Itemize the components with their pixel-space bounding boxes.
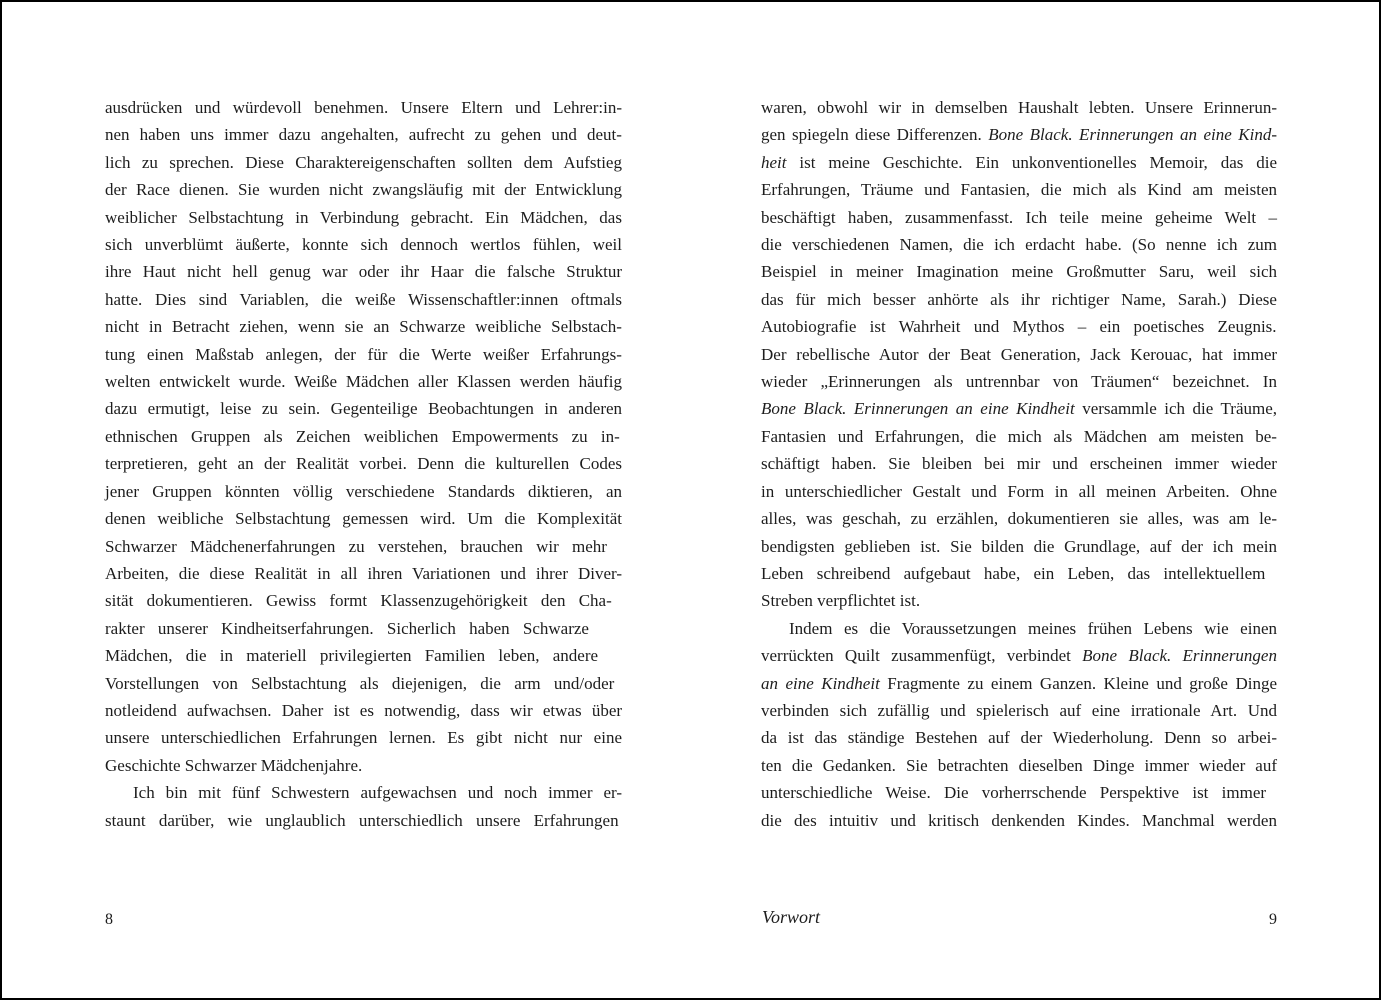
text-line: dazu ermutigt, leise zu sein. Gegenteilige Beobachtungen in anderen	[105, 399, 623, 419]
text-line: welten entwickelt wurde. Weiße Mädchen aller Klassen werden häufig	[105, 372, 622, 392]
text-line: Ich bin mit fünf Schwestern aufgewachsen und noch immer er-	[133, 783, 622, 803]
text-line: tung einen Maßstab anlegen, der für die Werte weißer Erfahrungs-	[105, 344, 622, 364]
page-number-left: 8	[105, 911, 113, 928]
text-line: Der rebellische Autor der Beat Generation, Jack Kerouac, hat immer	[761, 344, 1278, 364]
text-line: Schwarzer Mädchenerfahrungen zu verstehen, brauchen wir mehr	[105, 536, 607, 556]
page-number-right: 9	[1269, 911, 1277, 928]
text-line: Leben schreibend aufgebaut habe, ein Leben, das intellektuellem	[761, 563, 1266, 583]
text-line: Erfahrungen, Träume und Fantasien, die mich als Kind am meisten	[761, 180, 1277, 200]
text-line: jener Gruppen könnten völlig verschiedene Standards diktieren, an	[105, 481, 622, 501]
text-line: nicht in Betracht ziehen, wenn sie an Schwarze weibliche Selbstach-	[105, 317, 622, 337]
text-line: ausdrücken und würdevoll benehmen. Unsere Eltern und Lehrer:in-	[105, 98, 622, 117]
text-line: heit ist meine Geschichte. Ein unkonventionelles Memoir, das die	[761, 152, 1278, 172]
text-line: schäftigt haben. Sie bleiben bei mir und erscheinen immer wieder	[761, 454, 1277, 474]
text-line: Fantasien und Erfahrungen, die mich als Mädchen am meisten be-	[761, 426, 1277, 446]
text-line: die verschiedenen Namen, die ich erdacht habe. (So nenne ich zum	[761, 235, 1277, 255]
text-line: die des intuitiv und kritisch denkenden Kindes. Manchmal werden	[761, 810, 1277, 830]
text-line: sität dokumentieren. Gewiss formt Klassenzugehörigkeit den Cha-	[105, 591, 612, 611]
text-line: Autobiografie ist Wahrheit und Mythos – ein poetisches Zeugnis.	[761, 317, 1277, 337]
text-line: Bone Black. Erinnerungen an eine Kindheit versammle ich die Träume,	[761, 399, 1278, 419]
text-line: Geschichte Schwarzer Mädchenjahre.	[105, 755, 363, 775]
text-line: alles, was geschah, zu erzählen, dokumentieren sie alles, was am le-	[761, 509, 1277, 529]
text-line: in unterschiedlicher Gestalt und Form in all meinen Arbeiten. Ohne	[761, 481, 1278, 501]
text-line: das für mich besser anhörte als ihr richtiger Name, Sarah.) Diese	[761, 289, 1277, 309]
text-line: ihre Haut nicht hell genug war oder ihr Haar die falsche Struktur	[105, 262, 623, 282]
text-line: lich zu sprechen. Diese Charaktereigenschaften sollten dem Aufstieg	[105, 152, 622, 172]
text-line: an eine Kindheit Fragmente zu einem Ganzen. Kleine und große Dinge	[761, 673, 1277, 693]
text-line: denen weibliche Selbstachtung gemessen wird. Um die Komplexität	[105, 509, 622, 529]
text-line: ethnischen Gruppen als Zeichen weiblichen Empowerments zu in-	[105, 426, 620, 446]
right-page-text-column	[761, 94, 1277, 834]
text-line: Streben verpflichtet ist.	[761, 591, 921, 611]
text-line: wieder „Erinnerungen als untrennbar von Träumen“ bezeichnet. In	[761, 372, 1277, 392]
text-line: unterschiedliche Weise. Die vorherrschende Perspektive ist immer	[761, 783, 1267, 803]
text-line: sich unverblümt äußerte, konnte sich dennoch wertlos fühlen, weil	[105, 235, 622, 255]
text-line: verrückten Quilt zusammenfügt, verbindet Bone Black. Erinnerungen	[761, 646, 1277, 666]
text-line: notleidend aufwachsen. Daher ist es notwendig, dass wir etwas über	[105, 700, 623, 720]
text-line: ten die Gedanken. Sie betrachten dieselben Dinge immer wieder auf	[761, 755, 1278, 775]
text-line: bendigsten geblieben ist. Sie bilden die Grundlage, auf der ich mein	[761, 536, 1278, 556]
text-line: Arbeiten, die diese Realität in all ihren Variationen und ihrer Diver-	[105, 563, 623, 583]
text-line: da ist das ständige Bestehen auf der Wiederholung. Denn so arbei-	[761, 728, 1278, 748]
running-footer-title: Vorwort	[762, 907, 821, 927]
text-line: der Race dienen. Sie wurden nicht zwangsläufig mit der Entwicklung	[105, 180, 622, 200]
text-line: terpretieren, geht an der Realität vorbei. Denn die kulturellen Codes	[105, 454, 623, 474]
text-line: unsere unterschiedlichen Erfahrungen lernen. Es gibt nicht nur eine	[105, 728, 623, 748]
text-line: verbinden sich zufällig und spielerisch auf eine irrationale Art. Und	[761, 700, 1278, 720]
left-page-text-column	[105, 94, 622, 834]
text-line: hatte. Dies sind Variablen, die weiße Wissenschaftler:innen oftmals	[105, 289, 622, 309]
text-line: rakter unserer Kindheitserfahrungen. Sicherlich haben Schwarze	[105, 618, 589, 638]
text-line: Indem es die Voraussetzungen meines frühen Lebens wie einen	[789, 618, 1277, 638]
text-line: Vorstellungen von Selbstachtung als diejenigen, die arm und/oder	[105, 673, 615, 693]
text-line: waren, obwohl wir in demselben Haushalt lebten. Unsere Erinnerun-	[761, 98, 1277, 117]
text-line: Mädchen, die in materiell privilegierten Familien leben, andere	[105, 646, 599, 666]
text-line: weiblicher Selbstachtung in Verbindung gebracht. Ein Mädchen, das	[105, 207, 622, 227]
text-line: beschäftigt haben, zusammenfasst. Ich teile meine geheime Welt –	[761, 207, 1277, 227]
text-line: staunt darüber, wie unglaublich unterschiedlich unsere Erfahrungen	[105, 810, 619, 830]
text-line: nen haben uns immer dazu angehalten, aufrecht zu gehen und deut-	[105, 125, 622, 145]
text-line: Beispiel in meiner Imagination meine Großmutter Saru, weil sich	[761, 262, 1277, 282]
text-line: gen spiegeln diese Differenzen. Bone Black. Erinnerungen an eine Kind-	[761, 125, 1277, 145]
